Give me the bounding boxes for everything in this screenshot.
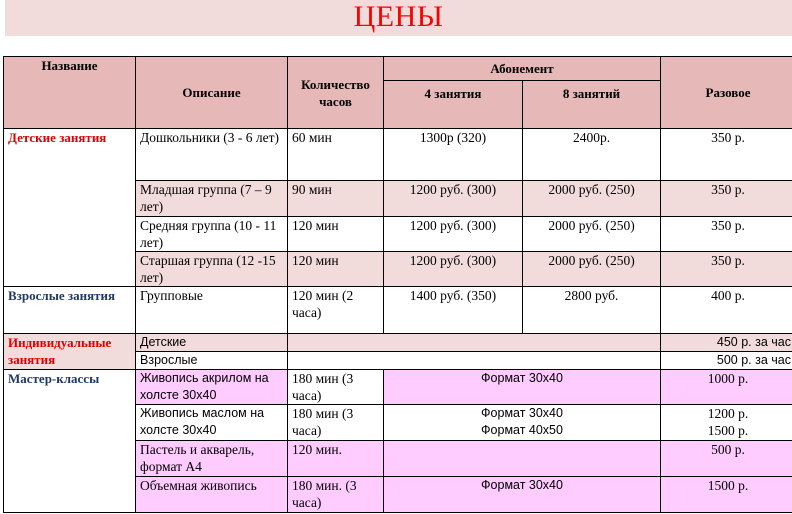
row-sub8: 2400р.: [523, 129, 661, 181]
row-format-a: Формат 30х40: [481, 406, 563, 420]
row-desc: Живопись акрилом на холсте 30х40: [136, 370, 288, 405]
header-subscription: Абонемент: [384, 57, 661, 81]
row-empty: [288, 352, 661, 370]
category-individual: Индивидуальные занятия: [4, 334, 136, 370]
row-format-b: Формат 40х50: [481, 423, 563, 437]
table-row: [4, 129, 792, 181]
row-format: Формат 30х40: [384, 370, 661, 405]
row-desc: Объемная живопись: [136, 477, 288, 513]
header-description: Описание: [136, 57, 288, 129]
row-single: 350 р.: [661, 252, 792, 287]
row-hours: 120 мин (2 часа): [288, 287, 384, 334]
row-desc: Групповые: [136, 287, 288, 334]
row-format: [384, 405, 661, 441]
row-hours: 120 мин: [288, 217, 384, 252]
header-name: Название: [4, 57, 136, 129]
price-table: [3, 56, 792, 513]
row-sub4: 1200 руб. (300): [384, 181, 523, 217]
category-children: Детские занятия: [4, 129, 136, 287]
page-title: ЦЕНЫ: [353, 0, 444, 33]
row-desc: Детские: [136, 334, 288, 352]
row-single: 1500 р.: [661, 477, 792, 513]
row-desc: Старшая группа (12 -15 лет): [136, 252, 288, 287]
row-desc: Дошкольники (3 - 6 лет): [136, 129, 288, 181]
row-sub8: 2000 руб. (250): [523, 181, 661, 217]
row-hours: 180 мин (3 часа): [288, 405, 384, 441]
row-desc: Взрослые: [136, 352, 288, 370]
row-sub4: 1200 руб. (300): [384, 217, 523, 252]
row-sub4: 1300р (320): [384, 129, 523, 181]
row-desc: Младшая группа (7 – 9 лет): [136, 181, 288, 217]
category-adults: Взрослые занятия: [4, 287, 136, 334]
row-single-b: 1500 р.: [707, 423, 749, 438]
title-banner: [5, 0, 792, 36]
row-hours: 120 мин.: [288, 441, 384, 477]
row-desc: Пастель и акварель, формат А4: [136, 441, 288, 477]
row-sub8: 2800 руб.: [523, 287, 661, 334]
row-single: 400 р.: [661, 287, 792, 334]
table-row: [4, 370, 792, 405]
row-sub4: 1400 руб. (350): [384, 287, 523, 334]
row-single: [661, 405, 792, 441]
header-single: Разовое: [661, 57, 792, 129]
row-single: 500 р.: [661, 441, 792, 477]
row-single: 350 р.: [661, 217, 792, 252]
header-sub4: 4 занятия: [384, 81, 523, 129]
row-sub8: 2000 руб. (250): [523, 217, 661, 252]
row-desc: Живопись маслом на холсте 30х40: [136, 405, 288, 441]
row-format: Формат 30х40: [384, 477, 661, 513]
row-hours: 90 мин: [288, 181, 384, 217]
header-sub8: 8 занятий: [523, 81, 661, 129]
category-masterclasses: Мастер-классы: [4, 370, 136, 513]
row-desc: Средняя группа (10 - 11 лет): [136, 217, 288, 252]
header-row: [4, 57, 792, 81]
row-single: 450 р. за час: [661, 334, 792, 352]
row-single: 500 р. за час: [661, 352, 792, 370]
row-hours: 60 мин: [288, 129, 384, 181]
table-row: [4, 334, 792, 352]
row-sub8: 2000 руб. (250): [523, 252, 661, 287]
row-hours: 180 мин (3 часа): [288, 370, 384, 405]
table-row: [4, 287, 792, 334]
row-single: 350 р.: [661, 129, 792, 181]
row-format: [384, 441, 661, 477]
row-single-a: 1200 р.: [707, 406, 749, 421]
row-single: 350 р.: [661, 181, 792, 217]
row-single: 1000 р.: [661, 370, 792, 405]
row-empty: [288, 334, 661, 352]
row-hours: 180 мин. (3 часа): [288, 477, 384, 513]
row-sub4: 1200 руб. (300): [384, 252, 523, 287]
row-hours: 120 мин: [288, 252, 384, 287]
header-hours: Количество часов: [288, 57, 384, 129]
